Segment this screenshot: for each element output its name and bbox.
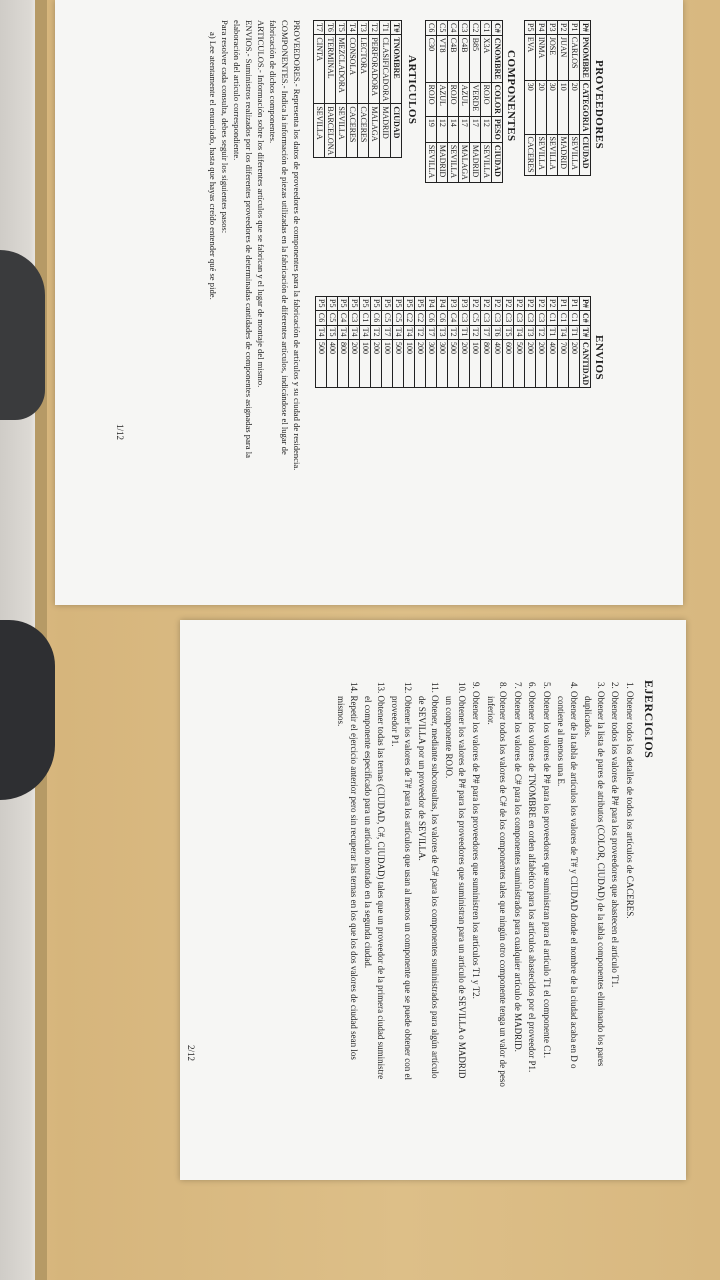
table-row	[525, 21, 536, 176]
envios-cell: P2	[503, 297, 514, 311]
envios-cell: C6	[316, 310, 327, 325]
list-item: 9. Obtener los valores de P# para los proveedores que suministren los artículos T1 y T2.	[471, 682, 482, 999]
desc-envios: ENVIOS.- Suministros realizados por los diferentes proveedores de determinadas cantidades de componentes asignadas para la elaboración del artículo correspondiente.	[232, 20, 254, 458]
page-1-content	[55, 0, 683, 605]
envios-cell: 200	[415, 340, 426, 388]
table-row	[459, 21, 470, 183]
componentes-cell: B85	[470, 35, 481, 82]
table-row	[470, 21, 481, 183]
envios-cell: T3	[437, 325, 448, 339]
componentes-cell: SEVILLA	[426, 142, 437, 182]
table-row	[338, 297, 349, 388]
proveedores-cell: JOSE	[547, 34, 558, 80]
proveedores-cell: MADRID	[558, 134, 569, 175]
articulos-cell: T7	[314, 21, 325, 35]
envios-cell: 100	[360, 340, 371, 388]
envios-header-cell: C#	[580, 310, 591, 325]
componentes-title: COMPONENTES	[505, 50, 517, 142]
articulos-header-row	[391, 21, 402, 158]
proveedores-cell: P5	[525, 21, 536, 35]
envios-cell: C3	[525, 310, 536, 325]
proveedores-cell: JUAN	[558, 34, 569, 80]
list-item: 2. Obtener todos los valores de P# para los proveedores que abastecen el artículo T1.	[610, 682, 621, 988]
envios-cell: P5	[415, 297, 426, 311]
componentes-cell: SEVILLA	[448, 142, 459, 182]
table-row	[536, 21, 547, 176]
articulos-cell: CLASIFICADORA	[380, 35, 391, 104]
envios-cell: 100	[382, 340, 393, 388]
table-row	[547, 297, 558, 388]
envios-cell: T5	[327, 325, 338, 339]
envios-cell: 500	[393, 340, 404, 388]
articulos-cell: SEVILLA	[336, 104, 347, 158]
componentes-header-cell: COLOR	[492, 82, 503, 116]
envios-header-row	[580, 297, 591, 388]
envios-cell: T1	[569, 325, 580, 339]
table-row	[448, 21, 459, 183]
list-item: 5. Obtener los valores de P# para los proveedores que suministran para el artículo T1 el componente C1.	[542, 682, 552, 1058]
envios-cell: P5	[404, 297, 415, 311]
list-item: 10. Obtener los valores de P# para los proveedores que suministran para un artículo de SEVILLA o MADRID un componente ROJO.	[444, 682, 467, 1079]
proveedores-cell: 30	[525, 80, 536, 134]
componentes-cell: C4B	[448, 35, 459, 82]
componentes-cell: 12	[481, 116, 492, 142]
componentes-cell: 17	[459, 116, 470, 142]
proveedores-cell: P2	[558, 21, 569, 35]
table-row	[314, 21, 325, 158]
envios-cell: T1	[547, 325, 558, 339]
envios-cell: C3	[514, 310, 525, 325]
componentes-cell: MADRID	[437, 142, 448, 182]
componentes-cell: VERDE	[470, 82, 481, 116]
envios-cell: C5	[382, 310, 393, 325]
componentes-cell: SEVILLA	[481, 142, 492, 182]
envios-cell: T4	[338, 325, 349, 339]
paper-sheet-2	[180, 620, 686, 1180]
table-row	[369, 21, 380, 158]
componentes-cell: C2	[470, 21, 481, 36]
envios-cell: T5	[503, 325, 514, 339]
articulos-cell: CACERES	[347, 104, 358, 158]
proveedores-header-cell: CIUDAD	[580, 134, 591, 175]
list-item: 8. Obtener todos los valores de C# de los componentes tales que ningún otro componente tenga un valor de peso inferior.	[486, 682, 509, 1087]
proveedores-cell: SEVILLA	[547, 134, 558, 175]
envios-cell: C5	[327, 310, 338, 325]
page-2-content	[180, 620, 686, 1180]
envios-cell: T1	[459, 325, 470, 339]
table-row	[426, 21, 437, 183]
envios-cell: P2	[536, 297, 547, 311]
envios-cell: T2	[470, 325, 481, 339]
table-row	[547, 21, 558, 176]
componentes-cell: MADRID	[470, 142, 481, 182]
envios-cell: T2	[536, 325, 547, 339]
proveedores-cell: P4	[536, 21, 547, 35]
componentes-cell: AZUL	[459, 82, 470, 116]
table-row	[437, 21, 448, 183]
articulos-cell: TERMINAL	[325, 35, 336, 104]
proveedores-cell: P3	[547, 21, 558, 35]
envios-cell: C1	[558, 310, 569, 325]
envios-cell: P5	[316, 297, 327, 311]
envios-cell: P3	[459, 297, 470, 311]
table-row	[525, 297, 536, 388]
table-row	[492, 297, 503, 388]
articulos-cell: CONSOLA	[347, 35, 358, 104]
list-item: 6. Obtener los valores de TNOMBRE en orden alfabético para los artículos abastecidos por el proveedor P1.	[527, 682, 538, 1073]
componentes-header-row	[492, 21, 503, 183]
dark-object	[0, 250, 45, 420]
componentes-cell: C3	[459, 21, 470, 36]
table-row	[536, 297, 547, 388]
table-row	[325, 21, 336, 158]
envios-cell: C6	[371, 310, 382, 325]
list-item: 3. Obtener la lista de pares de atributos (COLOR, CIUDAD) de la tabla componentes eliminando los pares duplicados.	[583, 682, 606, 1067]
articulos-cell: MADRID	[380, 104, 391, 158]
envios-cell: C3	[349, 310, 360, 325]
componentes-cell: C1	[481, 21, 492, 36]
envios-cell: T4	[393, 325, 404, 339]
table-row	[481, 21, 492, 183]
articulos-cell: PERFORADORA	[369, 35, 380, 104]
list-item: 4. Obtener de la tabla de artículos los valores de T# y CIUDAD donde el nombre de la ciudad acaba en D o contiene al menos una E.	[556, 682, 579, 1069]
componentes-header-cell: PESO	[492, 116, 503, 142]
table-row	[470, 297, 481, 388]
envios-cell: T4	[316, 325, 327, 339]
envios-cell: T2	[415, 325, 426, 339]
envios-cell: P4	[437, 297, 448, 311]
componentes-header-cell: CIUDAD	[492, 142, 503, 182]
envios-cell: 600	[503, 340, 514, 388]
list-item: 12. Obtener los valores de T# para los artículos que usan al menos un componente que se puede obtener con el proveedor P1.	[390, 682, 413, 1080]
table-row	[316, 297, 327, 388]
envios-cell: T4	[404, 325, 415, 339]
envios-cell: C2	[415, 310, 426, 325]
envios-header-cell: CANTIDAD	[580, 340, 591, 388]
table-row	[336, 21, 347, 158]
envios-cell: 700	[558, 340, 569, 388]
proveedores-table	[524, 20, 591, 176]
table-row	[569, 297, 580, 388]
table-row	[380, 21, 391, 158]
proveedores-header-cell: P#	[580, 21, 591, 35]
envios-cell: P2	[492, 297, 503, 311]
envios-cell: T4	[349, 325, 360, 339]
envios-cell: 300	[437, 340, 448, 388]
table-row	[437, 297, 448, 388]
exercise-list	[333, 682, 636, 1087]
envios-cell: C1	[569, 310, 580, 325]
componentes-cell: C30	[426, 35, 437, 82]
proveedores-cell: 10	[558, 80, 569, 134]
table-row	[503, 297, 514, 388]
articulos-cell: MALAGA	[369, 104, 380, 158]
proveedores-cell: INMA	[536, 34, 547, 80]
proveedores-cell: 20	[536, 80, 547, 134]
envios-cell: P4	[426, 297, 437, 311]
envios-cell: 200	[569, 340, 580, 388]
envios-cell: 200	[459, 340, 470, 388]
componentes-cell: C6	[426, 21, 437, 36]
envios-cell: 200	[349, 340, 360, 388]
componentes-cell: ROJO	[426, 82, 437, 116]
articulos-header-cell: CIUDAD	[391, 104, 402, 158]
desc-proveedores: PROVEEDORES.- Representa los datos de proveedores de componentes para la fabricación de artículos y su ciudad de residencia.	[292, 20, 302, 471]
articulos-cell: T1	[380, 21, 391, 35]
envios-cell: P5	[349, 297, 360, 311]
envios-cell: P2	[470, 297, 481, 311]
envios-cell: P1	[558, 297, 569, 311]
envios-cell: C6	[426, 310, 437, 325]
envios-header-cell: T#	[580, 325, 591, 339]
componentes-cell: 14	[448, 116, 459, 142]
envios-cell: 200	[371, 340, 382, 388]
envios-cell: P5	[360, 297, 371, 311]
proveedores-cell: EVA	[525, 34, 536, 80]
envios-cell: T4	[558, 325, 569, 339]
table-row	[349, 297, 360, 388]
table-row	[360, 297, 371, 388]
envios-cell: 100	[404, 340, 415, 388]
table-row	[569, 21, 580, 176]
proveedores-header-row	[580, 21, 591, 176]
proveedores-cell: P1	[569, 21, 580, 35]
envios-cell: C1	[360, 310, 371, 325]
table-row	[358, 21, 369, 158]
envios-cell: T4	[514, 325, 525, 339]
envios-cell: 200	[536, 340, 547, 388]
table-row	[404, 297, 415, 388]
desc-paso-a: a) Lee atentamente el enunciado, hasta que hayas creído entender qué se pide.	[208, 32, 218, 300]
envios-cell: P5	[393, 297, 404, 311]
componentes-cell: AZUL	[437, 82, 448, 116]
componentes-table	[425, 20, 503, 183]
page-number-2: 2/12	[186, 1045, 196, 1062]
componentes-cell: 19	[426, 116, 437, 142]
envios-cell: T4	[360, 325, 371, 339]
table-row	[481, 297, 492, 388]
table-row	[448, 297, 459, 388]
componentes-cell: 12	[437, 116, 448, 142]
articulos-table	[313, 20, 402, 158]
envios-cell: 400	[327, 340, 338, 388]
paper-sheet-1	[55, 0, 683, 605]
envios-header-cell: P#	[580, 297, 591, 311]
proveedores-cell: 20	[569, 80, 580, 134]
envios-cell: T7	[481, 325, 492, 339]
table-row	[347, 21, 358, 158]
articulos-title: ARTICULOS	[406, 55, 418, 125]
list-item: 11. Obtener, mediante subconsultas, los valores de C# para los componentes suministrados para algún artículo de SEVILLA por un proveedor de SEVILLA.	[417, 682, 440, 1079]
articulos-cell: T5	[336, 21, 347, 35]
envios-cell: 400	[492, 340, 503, 388]
articulos-cell: T3	[358, 21, 369, 35]
envios-cell: C3	[459, 310, 470, 325]
ejercicios-title: EJERCICIOS	[642, 680, 656, 759]
envios-cell: 100	[470, 340, 481, 388]
articulos-cell: T6	[325, 21, 336, 35]
table-row	[558, 21, 569, 176]
componentes-cell: C5	[437, 21, 448, 36]
envios-cell: T6	[492, 325, 503, 339]
articulos-header-cell: T#	[391, 21, 402, 35]
proveedores-cell: SEVILLA	[569, 134, 580, 175]
articulos-cell: CACERES	[358, 104, 369, 158]
envios-cell: P3	[448, 297, 459, 311]
componentes-header-cell: CNOMBRE	[492, 35, 503, 82]
articulos-cell: CINTA	[314, 35, 325, 104]
envios-cell: C4	[338, 310, 349, 325]
envios-cell: C1	[547, 310, 558, 325]
list-item: 13. Obtener todas las ternas (CIUDAD, C#, CIUDAD) tales que un proveedor de la primera ciudad suministre el componente especificado para un artículo montado en la segunda ciudad.	[363, 682, 386, 1080]
componentes-cell: ROJO	[481, 82, 492, 116]
articulos-cell: T2	[369, 21, 380, 35]
proveedores-title: PROVEEDORES	[593, 60, 605, 150]
table-row	[327, 297, 338, 388]
table-row	[382, 297, 393, 388]
articulos-cell: T4	[347, 21, 358, 35]
envios-cell: T7	[382, 325, 393, 339]
list-item: 14. Repetir el ejercicio anterior pero sin recuperar las ternas en los que los dos valores de ciudad sean los mismos.	[336, 682, 359, 1060]
list-item: 7. Obtener los valores de C# para los componentes suministrados para cualquier artículo de MADRID.	[513, 682, 523, 1052]
articulos-cell: LECTORA	[358, 35, 369, 104]
componentes-cell: MALAGA	[459, 142, 470, 182]
table-row	[415, 297, 426, 388]
componentes-header-cell: C#	[492, 21, 503, 36]
envios-cell: 300	[426, 340, 437, 388]
envios-cell: C3	[492, 310, 503, 325]
envios-cell: 400	[547, 340, 558, 388]
componentes-cell: C4	[448, 21, 459, 36]
proveedores-cell: CARLOS	[569, 34, 580, 80]
envios-cell: P5	[382, 297, 393, 311]
desc-componentes: COMPONENTES.- Indica la información de piezas utilizadas en la fabricación de diferentes artículos, indicándose el lugar de fabricación de dichos componentes.	[268, 20, 290, 455]
envios-cell: P1	[569, 297, 580, 311]
envios-cell: T2	[371, 325, 382, 339]
envios-cell: P2	[547, 297, 558, 311]
envios-cell: P2	[481, 297, 492, 311]
table-row	[459, 297, 470, 388]
articulos-cell: BARCELONA	[325, 104, 336, 158]
desc-articulos: ARTICULOS.- Información sobre los diferentes artículos que se fabrican y el lugar de montaje del mismo.	[256, 20, 266, 388]
table-row	[371, 297, 382, 388]
envios-cell: P5	[338, 297, 349, 311]
envios-cell: C5	[393, 310, 404, 325]
envios-cell: C6	[437, 310, 448, 325]
envios-cell: 500	[448, 340, 459, 388]
envios-cell: T3	[525, 325, 536, 339]
envios-cell: 500	[514, 340, 525, 388]
proveedores-header-cell: PNOMBRE	[580, 34, 591, 80]
desc-pasos: Para resolver cada consulta, debes seguir los siguientes pasos:	[220, 20, 230, 234]
envios-cell: 500	[316, 340, 327, 388]
componentes-cell: C4B	[459, 35, 470, 82]
articulos-cell: SEVILLA	[314, 104, 325, 158]
proveedores-cell: 30	[547, 80, 558, 134]
articulos-cell: MEZCLADORA	[336, 35, 347, 104]
table-row	[426, 297, 437, 388]
componentes-cell: ROJO	[448, 82, 459, 116]
dark-object	[0, 620, 55, 800]
envios-cell: 800	[481, 340, 492, 388]
envios-cell: C3	[536, 310, 547, 325]
envios-title: ENVIOS	[593, 335, 605, 381]
envios-cell: 800	[338, 340, 349, 388]
table-row	[393, 297, 404, 388]
table-row	[514, 297, 525, 388]
proveedores-cell: SEVILLA	[536, 134, 547, 175]
componentes-cell: X3A	[481, 35, 492, 82]
articulos-header-cell: TNOMBRE	[391, 35, 402, 104]
envios-cell: C2	[404, 310, 415, 325]
envios-cell: 200	[525, 340, 536, 388]
envios-cell: C4	[448, 310, 459, 325]
envios-cell: P2	[514, 297, 525, 311]
proveedores-cell: CACERES	[525, 134, 536, 175]
list-item: 1. Obtener todos los detalles de todos los artículos de CACERES.	[625, 682, 635, 919]
envios-cell: C5	[470, 310, 481, 325]
envios-cell: P2	[525, 297, 536, 311]
table-row	[558, 297, 569, 388]
envios-cell: C3	[503, 310, 514, 325]
componentes-cell: VT8	[437, 35, 448, 82]
envios-cell: T2	[448, 325, 459, 339]
envios-cell: C3	[481, 310, 492, 325]
envios-cell: P5	[327, 297, 338, 311]
page-number-1: 1/12	[115, 424, 125, 441]
proveedores-header-cell: CATEGORIA	[580, 80, 591, 134]
envios-cell: T7	[426, 325, 437, 339]
descriptions	[207, 20, 303, 490]
envios-cell: P5	[371, 297, 382, 311]
componentes-cell: 17	[470, 116, 481, 142]
envios-table	[315, 296, 591, 388]
